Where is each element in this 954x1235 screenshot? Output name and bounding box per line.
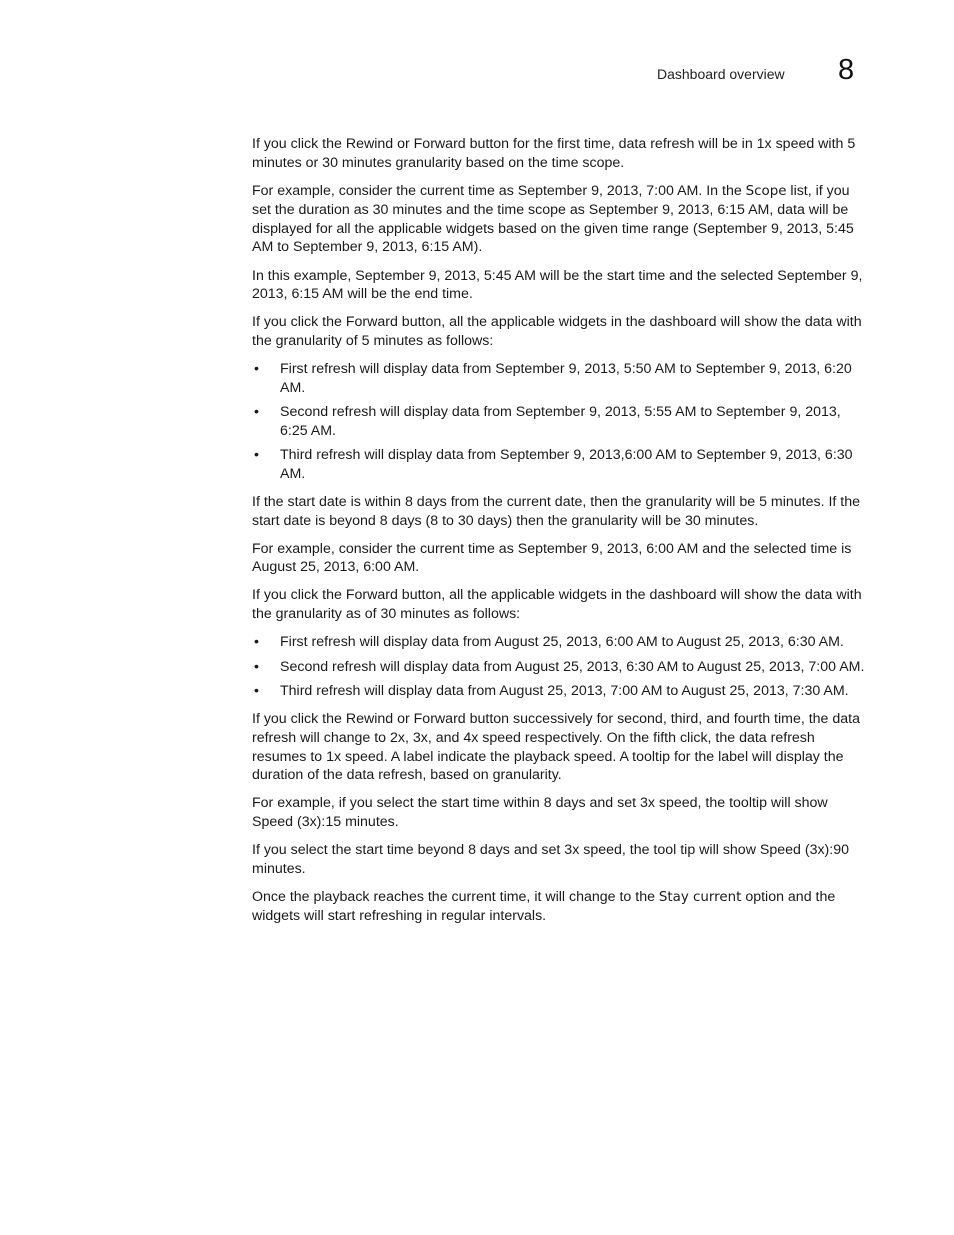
ui-term-scope: Scope xyxy=(745,183,787,199)
list-item xyxy=(252,403,870,440)
list-item xyxy=(252,658,870,677)
page-body xyxy=(252,135,870,935)
list-item-text: Second refresh will display data from August 25, 2013, 6:30 AM to August 25, 2013, 7:00 AM. xyxy=(280,658,865,675)
list-item-text: Third refresh will display data from August 25, 2013, 7:00 AM to August 25, 2013, 7:30 AM. xyxy=(280,683,849,700)
paragraph-start-end-time: In this example, September 9, 2013, 5:45 AM will be the start time and the selected September 9, 2013, 6:15 AM will be the end time. xyxy=(252,267,863,303)
text: option and the widgets will start refreshing in regular intervals. xyxy=(252,888,836,925)
ui-term-stay-current: Stay current xyxy=(658,889,742,905)
paragraph-granularity-rules: If the start date is within 8 days from the current date, then the granularity will be 5 minutes. If the start date is beyond 8 days (8 to 30 days) then the granularity will be 30 minutes. xyxy=(252,494,861,529)
list-item-text: First refresh will display data from August 25, 2013, 6:00 AM to August 25, 2013, 6:30 AM. xyxy=(280,634,844,651)
bullet-icon: • xyxy=(254,658,259,675)
list-item xyxy=(252,446,870,483)
bullet-icon: • xyxy=(254,447,259,464)
list-30-minute-refreshes xyxy=(252,633,870,701)
chapter-number: 8 xyxy=(838,54,855,86)
list-item-text: First refresh will display data from September 9, 2013, 5:50 AM to September 9, 2013, 6:20 AM. xyxy=(280,360,852,396)
paragraph-playback-speed: If you click the Rewind or Forward button successively for second, third, and fourth time, the data refresh will change to 2x, 3x, and 4x speed respectively. On the fifth click, the data refresh resumes to 1x speed. A label indicate the playback speed. A tooltip for the label will display the duration of the data refresh, based on granularity. xyxy=(252,711,860,784)
bullet-icon: • xyxy=(254,634,259,651)
section-title: Dashboard overview xyxy=(657,66,785,82)
list-item-text: Second refresh will display data from September 9, 2013, 5:55 AM to September 9, 2013, 6:25 AM. xyxy=(280,404,841,439)
paragraph-stay-current xyxy=(252,888,870,926)
list-item xyxy=(252,633,870,652)
paragraph-forward-5-minutes: If you click the Forward button, all the applicable widgets in the dashboard will show the data with the granularity of 5 minutes as follows: xyxy=(252,314,862,349)
paragraph-scope-example xyxy=(252,182,870,257)
list-5-minute-refreshes xyxy=(252,360,870,484)
list-item xyxy=(252,682,870,701)
text: Once the playback reaches the current time, it will change to the xyxy=(252,888,659,905)
paragraph-rewind-forward-first-time: If you click the Rewind or Forward button for the first time, data refresh will be in 1x speed with 5 minutes or 30 minutes granularity based on the time scope. xyxy=(252,136,856,171)
bullet-icon: • xyxy=(254,683,259,700)
paragraph-august-example: For example, consider the current time as September 9, 2013, 6:00 AM and the selected time is August 25, 2013, 6:00 AM. xyxy=(252,540,852,576)
paragraph-forward-30-minutes: If you click the Forward button, all the applicable widgets in the dashboard will show the data with the granularity as of 30 minutes as follows: xyxy=(252,587,862,622)
bullet-icon: • xyxy=(254,360,259,377)
paragraph-tooltip-15-minutes: For example, if you select the start time within 8 days and set 3x speed, the tooltip will show Speed (3x):15 minutes. xyxy=(252,795,828,830)
paragraph-tooltip-90-minutes: If you select the start time beyond 8 days and set 3x speed, the tool tip will show Speed (3x):90 minutes. xyxy=(252,841,849,877)
bullet-icon: • xyxy=(254,404,259,421)
text: list, if you set the duration as 30 minutes and the time scope as September 9, 2013, 6:15 AM, data will be displayed for all the applicable widgets based on the given time range (September 9, 2013, 5:45 AM to September 9, 2013, 6:15 AM). xyxy=(252,182,854,256)
list-item xyxy=(252,360,870,397)
list-item-text: Third refresh will display data from September 9, 2013,6:00 AM to September 9, 2013, 6:30 AM. xyxy=(280,447,853,482)
text: For example, consider the current time as September 9, 2013, 7:00 AM. In the xyxy=(252,182,746,199)
